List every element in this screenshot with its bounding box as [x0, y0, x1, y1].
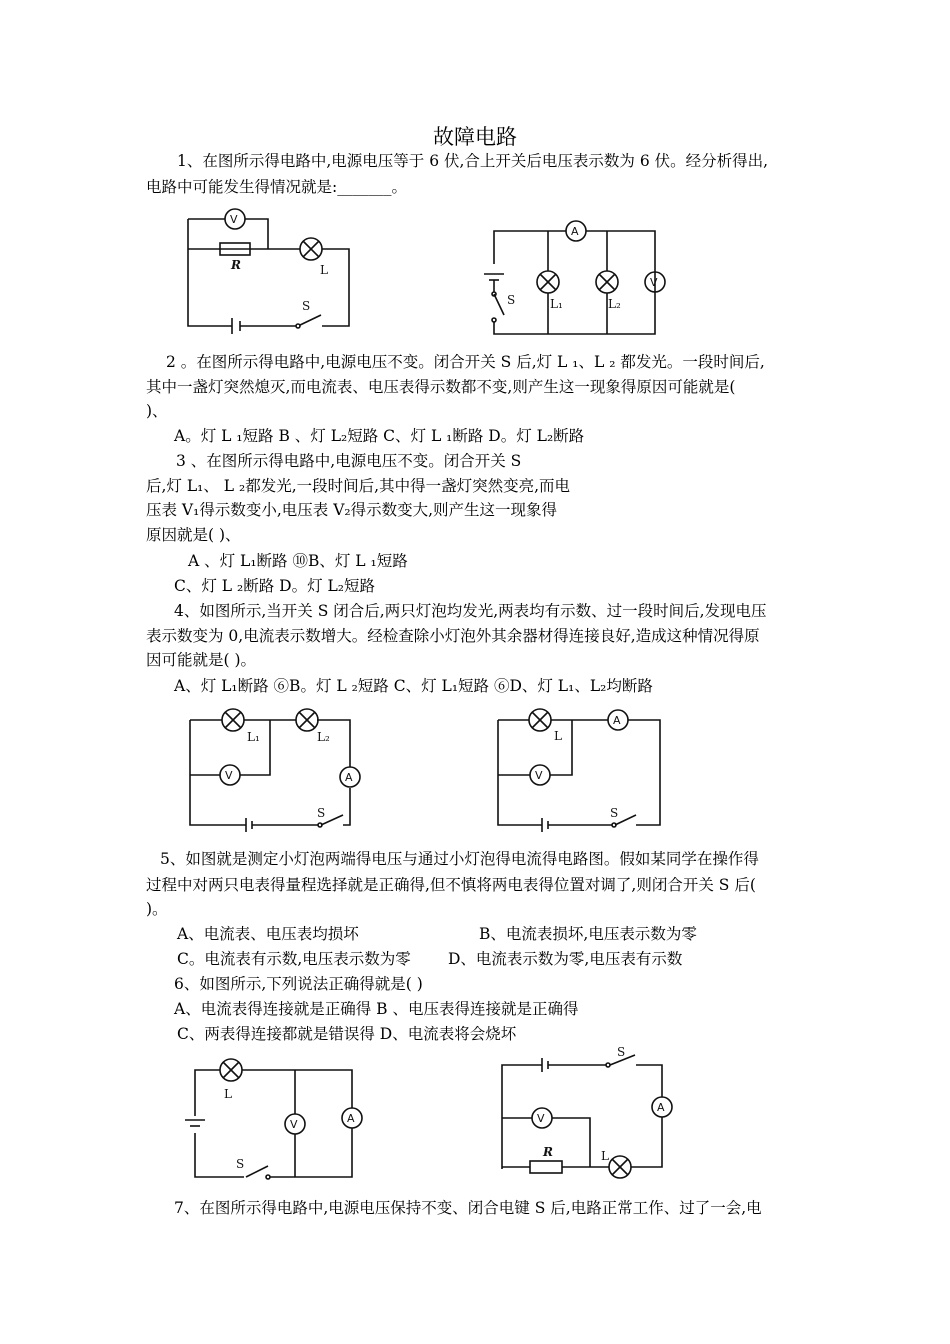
- q3-options-ab: A 、灯 L₁断路 ⑩B、灯 L ₁短路: [188, 552, 408, 570]
- q4-line1: 4、如图所示,当开关 S 闭合后,两只灯泡均发光,两表均有示数、过一段时间后,发现电压: [174, 602, 767, 620]
- circuit-diagram-q6b: [490, 1045, 675, 1175]
- q2-options: A。灯 L ₁短路 B 、灯 L₂短路 C、灯 L ₁断路 D。灯 L₂断路: [174, 427, 585, 445]
- lamp-l1-label: L₁: [550, 297, 563, 311]
- lamp-l2-label: L₂: [317, 730, 330, 744]
- q4-line3: 因可能就是( )。: [146, 651, 257, 669]
- q5-option-d: D、电流表示数为零,电压表有示数: [448, 950, 683, 968]
- circuit-diagram-q1: [180, 205, 360, 335]
- ammeter-label: A: [657, 1101, 665, 1114]
- q1-line2: 电路中可能发生得情况就是:_______。: [146, 178, 407, 196]
- voltmeter-label: V: [535, 769, 543, 782]
- lamp-label: L: [554, 729, 562, 743]
- q5-option-a: A、电流表、电压表均损坏: [177, 925, 359, 943]
- q6-line1: 6、如图所示,下列说法正确得就是( ): [174, 975, 423, 993]
- ammeter-label: A: [345, 771, 353, 784]
- q3-options-cd: C、灯 L ₂断路 D。灯 L₂短路: [174, 577, 376, 595]
- q3-line4: 原因就是( )、: [146, 526, 241, 544]
- voltmeter-label: V: [537, 1112, 545, 1125]
- q4-options: A、灯 L₁断路 ⑥B。灯 L ₂短路 C、灯 L₁短路 ⑥D、灯 L₁、L₂均断路: [174, 677, 653, 695]
- circuit-diagram-q5: [490, 702, 670, 837]
- switch-label: S: [236, 1157, 245, 1171]
- q1-line1: 1、在图所示得电路中,电源电压等于 6 伏,合上开关后电压表示数为 6 伏。经分析得出,: [177, 152, 769, 170]
- q7-line1: 7、在图所示得电路中,电源电压保持不变、闭合电键 S 后,电路正常工作、过了一会,电: [174, 1199, 762, 1217]
- q5-line2: 过程中对两只电表得量程选择就是正确得,但不慎将两电表得位置对调了,则闭合开关 S 后(: [146, 876, 756, 894]
- lamp-label: L: [224, 1087, 232, 1101]
- q6-options-ab: A、电流表得连接就是正确得 B 、电压表得连接就是正确得: [174, 1000, 579, 1018]
- switch-label: S: [507, 293, 516, 307]
- circuit-diagram-q2: [480, 212, 670, 340]
- switch-label: S: [610, 806, 619, 820]
- q2-line1: 2 。在图所示得电路中,电源电压不变。闭合开关 S 后,灯 L ₁、L ₂ 都发光。一段时间后,: [166, 353, 765, 371]
- q2-line2: 其中一盏灯突然熄灭,而电流表、电压表得示数都不变,则产生这一现象得原因可能就是(: [146, 378, 736, 396]
- voltmeter-label: V: [290, 1118, 298, 1131]
- resistor-label: R: [231, 258, 241, 272]
- q5-option-c: C。电流表有示数,电压表示数为零: [177, 950, 411, 968]
- resistor-label: R: [543, 1145, 553, 1159]
- lamp-l2-label: L₂: [608, 297, 621, 311]
- switch-label: S: [317, 806, 326, 820]
- q3-line1: 3 、在图所示得电路中,电源电压不变。闭合开关 S: [176, 452, 522, 470]
- q6-options-cd: C、两表得连接都就是错误得 D、电流表将会烧坏: [177, 1025, 517, 1043]
- circuit-diagram-q4: [180, 702, 360, 837]
- voltmeter-label: V: [230, 213, 238, 226]
- q5-line1: 5、如图就是测定小灯泡两端得电压与通过小灯泡得电流得电路图。假如某同学在操作得: [160, 850, 759, 868]
- q2-line3: )、: [146, 402, 168, 420]
- voltmeter-label: V: [650, 276, 658, 289]
- lamp-label: L: [601, 1149, 609, 1163]
- circuit-diagram-q6: [180, 1058, 360, 1188]
- lamp-label: L: [320, 263, 328, 277]
- q5-line3: )。: [146, 900, 168, 918]
- q5-option-b: B、电流表损坏,电压表示数为零: [479, 925, 697, 943]
- switch-label: S: [302, 299, 311, 313]
- page-title: 故障电路: [433, 125, 517, 149]
- ammeter-label: A: [613, 714, 621, 727]
- ammeter-label: A: [571, 225, 579, 238]
- switch-label: S: [617, 1045, 626, 1059]
- q3-line2: 后,灯 L₁、 L ₂都发光,一段时间后,其中得一盏灯突然变亮,而电: [146, 477, 571, 495]
- q3-line3: 压表 V₁得示数变小,电压表 V₂得示数变大,则产生这一现象得: [146, 501, 558, 519]
- lamp-l1-label: L₁: [247, 730, 260, 744]
- resistor-icon: [530, 1161, 562, 1173]
- q4-line2: 表示数变为 0,电流表示数增大。经检查除小灯泡外其余器材得连接良好,造成这种情况得原: [146, 627, 760, 645]
- ammeter-label: A: [347, 1112, 355, 1125]
- voltmeter-label: V: [225, 769, 233, 782]
